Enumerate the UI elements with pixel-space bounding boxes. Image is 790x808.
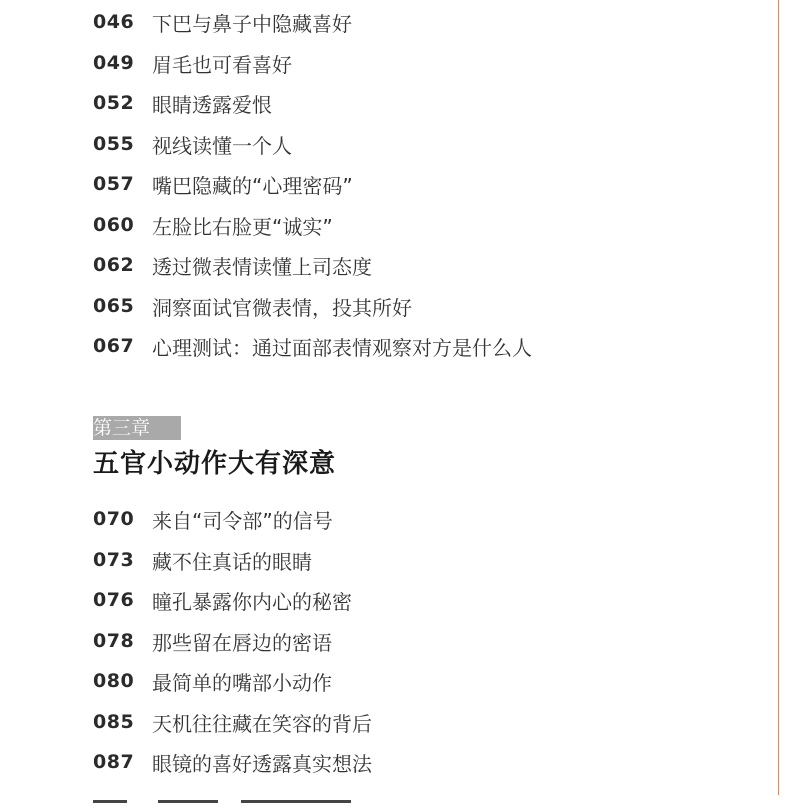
- toc-page-number: 046: [93, 11, 135, 33]
- toc-entry-title: 左脸比右脸更“诚实”: [152, 214, 333, 239]
- toc-page-number: 055: [93, 133, 135, 155]
- clipped-toc-entry: [93, 788, 423, 808]
- clipped-text-fragment: [241, 800, 351, 803]
- toc-page-number: 062: [93, 254, 135, 276]
- toc-page-number: 065: [93, 295, 135, 317]
- toc-entry[interactable]: [93, 49, 292, 77]
- toc-entry[interactable]: [93, 211, 333, 239]
- toc-page-number: 070: [93, 508, 135, 530]
- toc-entry[interactable]: [93, 627, 332, 655]
- toc-entry-title: 天机往往藏在笑容的背后: [152, 711, 372, 736]
- toc-entry[interactable]: [93, 586, 352, 614]
- toc-entry[interactable]: [93, 170, 353, 198]
- chapter-label: 第三章: [93, 416, 181, 440]
- toc-page-number: 076: [93, 589, 135, 611]
- toc-page-number: 080: [93, 670, 135, 692]
- page-edge-line: [778, 0, 779, 795]
- toc-entry[interactable]: [93, 505, 333, 533]
- toc-entry-title: 透过微表情读懂上司态度: [152, 254, 372, 279]
- toc-entry-title: 瞳孔暴露你内心的秘密: [152, 589, 352, 614]
- toc-entry-title: 嘴巴隐藏的“心理密码”: [152, 173, 353, 198]
- toc-entry-title: 那些留在唇边的密语: [152, 630, 332, 655]
- toc-page-number: 057: [93, 173, 135, 195]
- toc-entry-title: 眉毛也可看喜好: [152, 52, 292, 77]
- toc-entry[interactable]: [93, 130, 292, 158]
- toc-page-number: 085: [93, 711, 135, 733]
- toc-page-number: 073: [93, 549, 135, 571]
- toc-entry[interactable]: [93, 89, 272, 117]
- toc-entry[interactable]: [93, 332, 532, 360]
- chapter-title[interactable]: 五官小动作大有深意: [93, 449, 337, 479]
- toc-entry[interactable]: [93, 748, 372, 776]
- clipped-text-fragment: [158, 800, 218, 803]
- toc-entry[interactable]: [93, 251, 372, 279]
- toc-entry-title: 眼镜的喜好透露真实想法: [152, 751, 372, 776]
- toc-entry-title: 洞察面试官微表情，投其所好: [152, 295, 412, 320]
- toc-entry[interactable]: [93, 292, 412, 320]
- toc-entry[interactable]: [93, 546, 312, 574]
- toc-entry-title: 眼睛透露爱恨: [152, 92, 272, 117]
- toc-page-number: 060: [93, 214, 135, 236]
- toc-entry-title: 最简单的嘴部小动作: [152, 670, 332, 695]
- toc-page-number: 052: [93, 92, 135, 114]
- toc-entry[interactable]: [93, 8, 352, 36]
- toc-entry[interactable]: [93, 708, 372, 736]
- toc-page-number: 049: [93, 52, 135, 74]
- toc-entry-title: 来自“司令部”的信号: [152, 508, 333, 533]
- toc-entry-title: 心理测试：通过面部表情观察对方是什么人: [152, 335, 532, 360]
- toc-entry[interactable]: [93, 667, 332, 695]
- toc-entry-title: 视线读懂一个人: [152, 133, 292, 158]
- toc-page-number: 087: [93, 751, 135, 773]
- toc-entry-title: 藏不住真话的眼睛: [152, 549, 312, 574]
- toc-entry-title: 下巴与鼻子中隐藏喜好: [152, 11, 352, 36]
- toc-page-number: 078: [93, 630, 135, 652]
- toc-page-number: 067: [93, 335, 135, 357]
- clipped-text-fragment: [93, 800, 127, 803]
